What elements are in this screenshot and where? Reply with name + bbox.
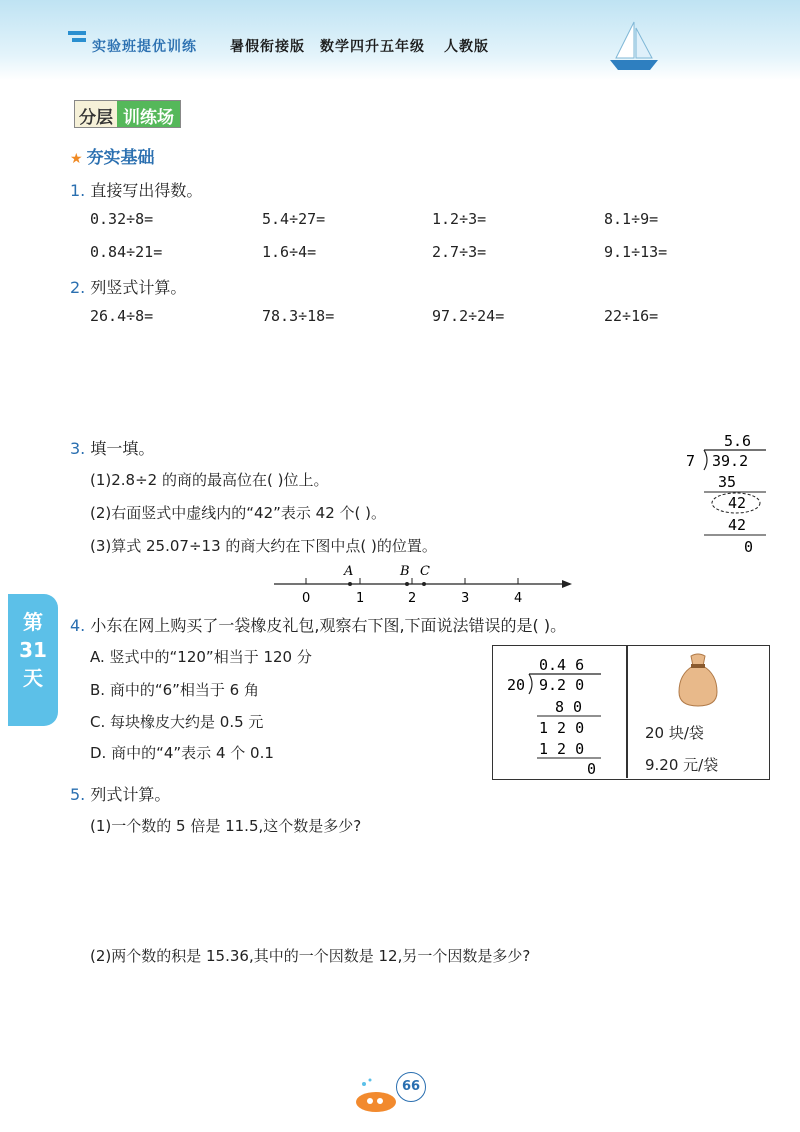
section-tag (74, 100, 181, 128)
q1-heading (70, 178, 202, 201)
q1-item: 8.1÷9= (604, 210, 659, 228)
q1-item: 1.6÷4= (262, 243, 317, 261)
q1-item: 1.2÷3= (432, 210, 487, 228)
q4-remainder: 0 (587, 760, 597, 778)
day-tab-suffix: 天 (23, 666, 43, 690)
q2-title: 列竖式计算。 (90, 278, 187, 297)
q4-divisor: 20 (507, 676, 526, 694)
q4-row3: 1 2 0 (539, 740, 585, 758)
q5-part1: (1)一个数的 5 倍是 11.5,这个数是多少? (90, 817, 362, 835)
tick-label: 1 (356, 591, 365, 606)
edition: 人教版 (444, 39, 489, 55)
q1-item: 2.7÷3= (432, 243, 487, 261)
day-tab-prefix: 第 (23, 610, 43, 634)
q1-item: 9.1÷13= (604, 243, 668, 261)
q3-remainder: 0 (744, 538, 754, 556)
subtitle: 暑假衔接版 (230, 39, 305, 55)
product-count: 20 块/袋 (645, 724, 704, 742)
q3-number: 3. (70, 439, 86, 458)
q2-item: 78.3÷18= (262, 307, 335, 325)
q4-heading (70, 613, 566, 636)
q3-part1: (1)2.8÷2 的商的最高位在( )位上。 (90, 471, 329, 489)
star-icon: ★ (70, 151, 83, 167)
q3-dividend: 39.2 (712, 452, 749, 470)
q3-title: 填一填。 (90, 439, 155, 458)
point-c (422, 582, 426, 586)
point-label: B (400, 564, 410, 579)
q3-heading (70, 436, 154, 459)
book-title: 数学四升五年级 (320, 39, 425, 55)
section-tag-part-a: 分层 (75, 101, 117, 127)
q4-dividend: 9.2 0 (539, 676, 585, 694)
number-line (270, 560, 580, 612)
q1-item: 0.32÷8= (90, 210, 154, 228)
q5-number: 5. (70, 785, 86, 804)
tick-label: 2 (408, 591, 417, 606)
q4-long-division (493, 646, 626, 778)
product-price: 9.20 元/袋 (645, 756, 719, 774)
box-divider (626, 646, 628, 778)
logo-icon (68, 28, 88, 48)
q4-option: A. 竖式中的“120”相当于 120 分 (90, 648, 312, 666)
q3-quotient: 5.6 (724, 432, 752, 450)
section-tag-part-b: 训练场 (117, 101, 180, 127)
q4-option: D. 商中的“4”表示 4 个 0.1 (90, 744, 274, 762)
day-tab (8, 594, 58, 726)
day-tab-number: 31 (19, 638, 47, 662)
page-header (0, 0, 800, 80)
q4-number: 4. (70, 616, 86, 635)
q5-heading (70, 782, 170, 805)
q4-title: 小东在网上购买了一袋橡皮礼包,观察右下图,下面说法错误的是( )。 (90, 616, 567, 635)
q3-row3: 42 (728, 516, 747, 534)
q2-item: 22÷16= (604, 307, 659, 325)
q5-title: 列式计算。 (90, 785, 171, 804)
q1-item: 0.84÷21= (90, 243, 163, 261)
point-label: C (420, 564, 430, 579)
tick-label: 0 (302, 591, 311, 606)
q4-figure-box (492, 645, 770, 780)
point-label: A (344, 564, 354, 579)
eraser-bag-icon (673, 652, 723, 710)
q1-title: 直接写出得数。 (90, 181, 203, 200)
q2-item: 26.4÷8= (90, 307, 154, 325)
q4-option: B. 商中的“6”相当于 6 角 (90, 681, 259, 699)
q5-part2: (2)两个数的积是 15.36,其中的一个因数是 12,另一个因数是多少? (90, 947, 531, 965)
subsection-heading (70, 143, 155, 168)
q3-part3: (3)算式 25.07÷13 的商大约在下图中点( )的位置。 (90, 537, 437, 555)
q2-heading (70, 275, 186, 298)
q4-quotient: 0.4 6 (539, 656, 585, 674)
sailboat-icon (604, 18, 664, 74)
q4-row1: 8 0 (555, 698, 583, 716)
q3-row2: 42 (728, 494, 747, 512)
q3-part2: (2)右面竖式中虚线内的“42”表示 42 个( )。 (90, 504, 386, 522)
q2-number: 2. (70, 278, 86, 297)
q3-divisor: 7 (686, 452, 696, 470)
page-number: 66 (396, 1072, 426, 1102)
tick-label: 3 (461, 591, 470, 606)
q3-long-division (676, 426, 776, 556)
q2-item: 97.2÷24= (432, 307, 505, 325)
q4-option: C. 每块橡皮大约是 0.5 元 (90, 713, 264, 731)
series-title: 实验班提优训练 (92, 39, 197, 55)
tick-label: 4 (514, 591, 523, 606)
q1-item: 5.4÷27= (262, 210, 326, 228)
q4-row2: 1 2 0 (539, 719, 585, 737)
point-a (348, 582, 352, 586)
point-b (405, 582, 409, 586)
subsection-label: 夯实基础 (86, 148, 155, 168)
q3-row1: 35 (718, 473, 737, 491)
q1-number: 1. (70, 181, 86, 200)
